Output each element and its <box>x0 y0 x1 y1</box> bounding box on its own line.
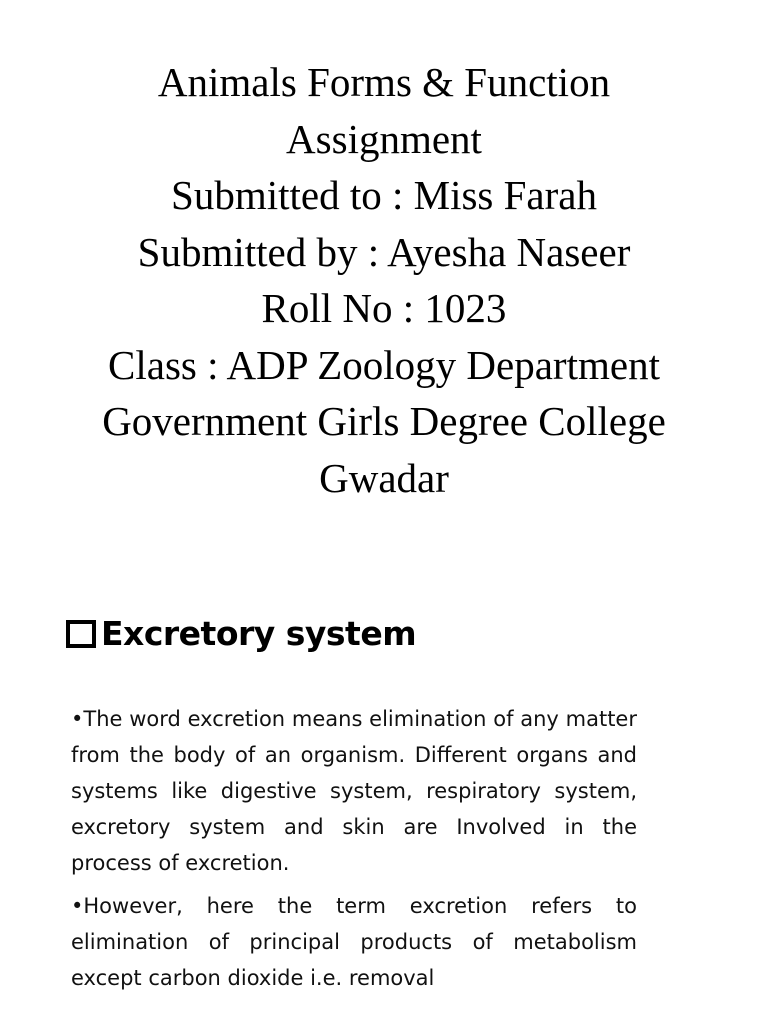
slide-excretory-system <box>0 600 768 1024</box>
slide-heading-text: Excretory system <box>101 614 417 653</box>
college-city: Gwadar <box>319 454 449 501</box>
cover-title: Animals Forms & Function <box>157 59 611 105</box>
slide-paragraph: •The word excretion means elimination of any matter from the body of an organism. Different organs and systems like digestive system, respiratory system, excretory system and skin are Involved in the process of excretion. <box>71 707 637 875</box>
roll-number: Roll No : 1023 <box>261 285 507 331</box>
class-info: Class : ADP Zoology Department <box>108 341 660 388</box>
slide-body <box>71 701 637 1003</box>
slide-paragraph: •However, here the term excretion refers to elimination of principal products of metabolism except carbon dioxide i.e. removal <box>71 894 637 990</box>
submitted-by: Submitted by : Ayesha Naseer <box>137 228 631 275</box>
cover-subtitle: Assignment <box>286 115 482 162</box>
slide-heading <box>66 614 416 653</box>
submitted-to: Submitted to : Miss Farah <box>171 172 597 218</box>
cover-page <box>0 54 768 506</box>
college-name: Government Girls Degree College <box>102 398 666 444</box>
square-bullet-icon <box>66 620 96 648</box>
